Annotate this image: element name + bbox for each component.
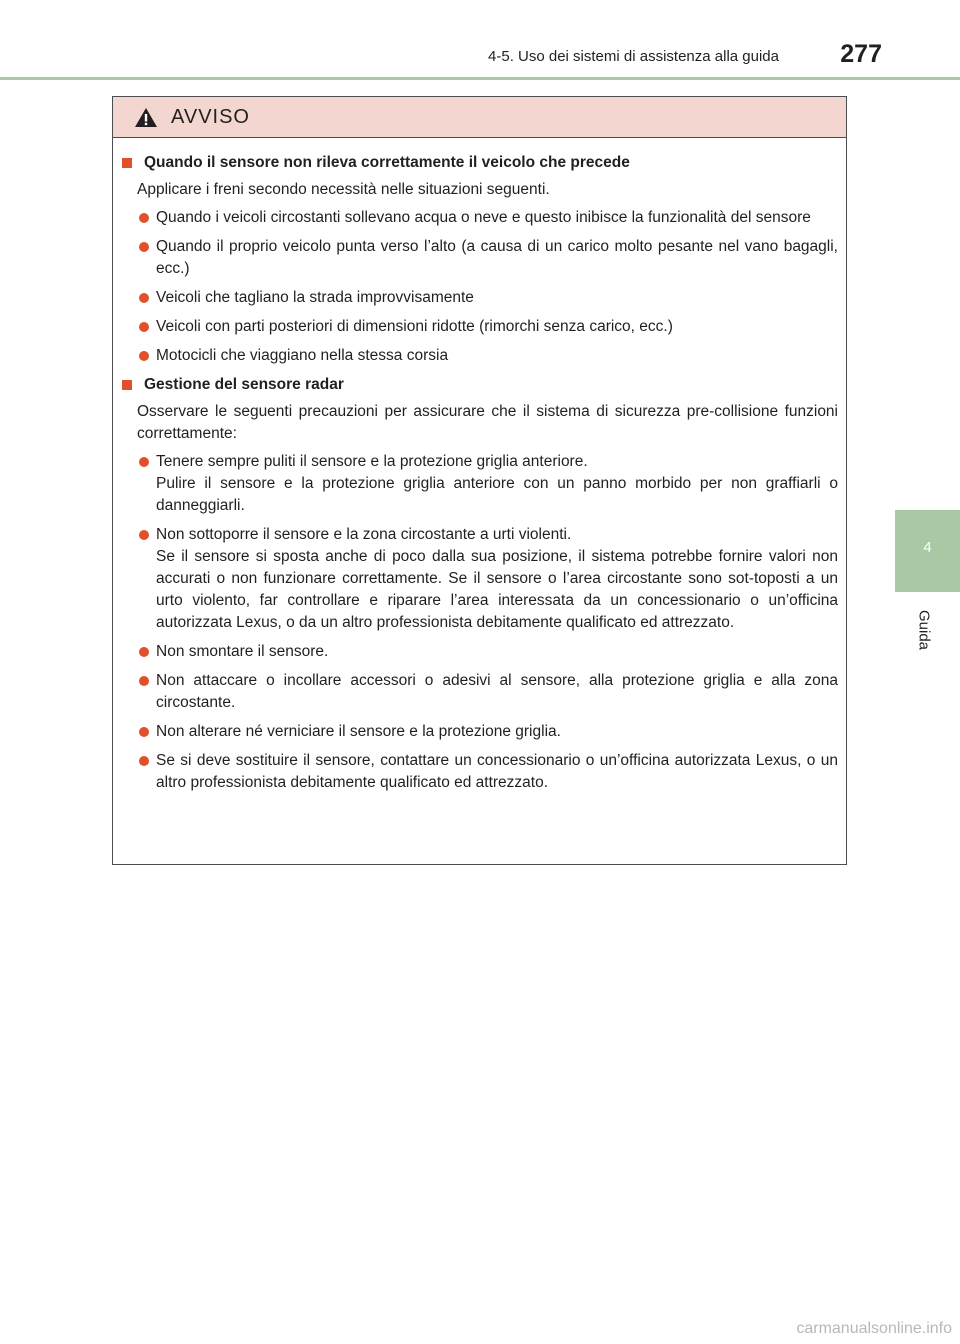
chapter-label-text: Guida [915,609,933,651]
warning-triangle-icon [134,107,158,128]
section-intro: Applicare i freni secondo necessità nelle situazioni seguenti. [137,181,550,198]
round-bullet-icon [139,242,149,252]
section-heading-text: Quando il sensore non rileva correttamente il veicolo che precede [144,154,630,171]
round-bullet-icon [139,293,149,303]
watermark: carmanualsonline.info [796,1320,952,1337]
round-bullet-icon [139,213,149,223]
bullet-text: Non sottoporre il sensore e la zona circostante a urti violenti. [156,526,572,543]
round-bullet-icon [139,647,149,657]
header-rule [0,77,960,80]
warning-header [113,97,846,138]
bullet-item [113,236,838,280]
bullet-text: Se il sensore si sposta anche di poco dalla sua posizione, il sistema potrebbe fornire valori non accurati o non funzionare correttamente. Se il sensore o l’area circostante sono sot-toposti a un urto violento, far controllare e riparare l’area interessata da un concessionario o un’officina autorizzata Lexus, o da un altro professionista debitamente qualificato ed attrezzato. [156,548,838,631]
section-intro: Osservare le seguenti precauzioni per assicurare che il sistema di sicurezza pre-collisione funzioni correttamente: [137,403,838,442]
round-bullet-icon [139,530,149,540]
square-bullet-icon [122,158,132,168]
bullet-text: Pulire il sensore e la protezione griglia anteriore con un panno morbido per non graffiarli o danneggiarli. [156,475,838,514]
bullet-item [113,345,838,367]
bullet-item [113,721,838,743]
chapter-number: 4 [923,539,932,556]
section-title: 4-5. Uso dei sistemi di assistenza alla guida [488,48,779,65]
bullet-text: Non attaccare o incollare accessori o adesivi al sensore, alla protezione griglia e alla zona circostante. [156,672,838,711]
bullet-text: Se si deve sostituire il sensore, contattare un concessionario o un’officina autorizzata Lexus, o un altro professionista debitamente qualificato ed attrezzato. [156,752,838,791]
round-bullet-icon [139,756,149,766]
chapter-label [912,600,936,660]
bullet-text: Non alterare né verniciare il sensore e la protezione griglia. [156,723,561,740]
warning-box [112,96,847,865]
bullet-item [113,287,838,309]
square-bullet-icon [122,380,132,390]
bullet-text: Quando i veicoli circostanti sollevano acqua o neve e questo inibisce la funzionalità del sensore [156,209,811,226]
bullet-text: Motocicli che viaggiano nella stessa corsia [156,347,449,364]
bullet-text: Non smontare il sensore. [156,643,329,660]
section-heading [118,374,846,396]
section-heading [118,152,846,174]
round-bullet-icon [139,676,149,686]
round-bullet-icon [139,457,149,467]
bullet-item [113,451,838,517]
warning-content [113,152,846,801]
bullet-item [113,641,838,663]
bullet-text: Veicoli che tagliano la strada improvvisamente [156,289,474,306]
bullet-text: Tenere sempre puliti il sensore e la protezione griglia anteriore. [156,453,588,470]
chapter-tab [895,510,960,592]
bullet-item [113,524,838,634]
page-number: 277 [840,40,882,68]
bullet-item [113,670,838,714]
round-bullet-icon [139,322,149,332]
section-heading-text: Gestione del sensore radar [144,376,344,393]
warning-title: AVVISO [171,106,250,128]
bullet-item [113,316,838,338]
round-bullet-icon [139,351,149,361]
round-bullet-icon [139,727,149,737]
bullet-item [113,750,838,794]
bullet-item [113,207,838,229]
bullet-text: Quando il proprio veicolo punta verso l’alto (a causa di un carico molto pesante nel vano bagagli, ecc.) [156,238,838,277]
bullet-text: Veicoli con parti posteriori di dimensioni ridotte (rimorchi senza carico, ecc.) [156,318,673,335]
